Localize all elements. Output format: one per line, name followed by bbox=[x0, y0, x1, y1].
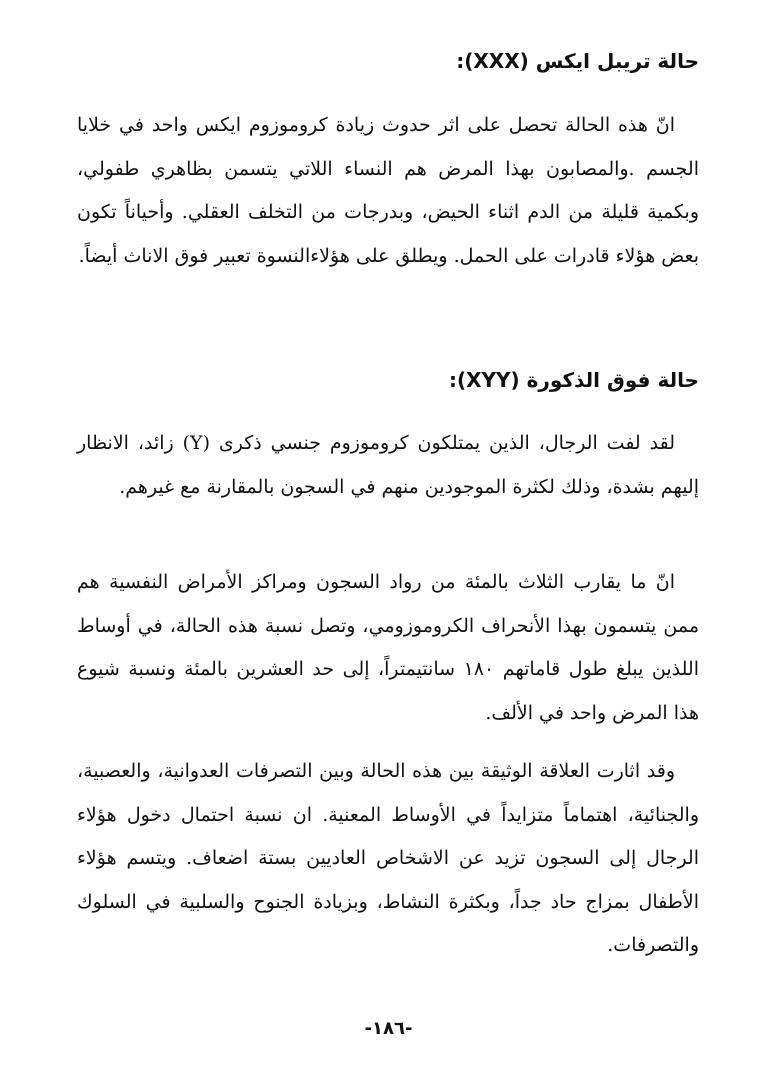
paragraph-xyy-prevalence bbox=[77, 561, 699, 735]
paragraph-xxx bbox=[77, 104, 699, 278]
paragraph-xxx-text: انّ هذه الحالة تحصل على اثر حدوث زيادة كروموزوم ايكس واحد في خلايا الجسم .والمصابون بهذا المرض هم النساء اللاتي يتسمن بظاهري طفولي، وبكمية قليلة من الدم اثناء الحيض، وبدرجات من التخلف العقلي. وأحياناً تكون بعض هؤلاء قادرات على الحمل. ويطلق على هؤلاءالنسوة تعبير فوق الاناث أيضاً. bbox=[77, 114, 699, 267]
paragraph-xyy-intro-text: لقد لفت الرجال، الذين يمتلكون كروموزوم جنسي ذكرى (Y) زائد، الانظار إليهم بشدة، وذلك لكثرة الموجودين منهم في السجون بالمقارنة مع غيرهم. bbox=[77, 432, 699, 498]
section-heading-xxx: حالة تريبل ايكس (XXX): bbox=[456, 49, 699, 73]
page-number: -١٨٦- bbox=[364, 1018, 413, 1039]
paragraph-xyy-behavior bbox=[77, 750, 699, 968]
paragraph-xyy-intro bbox=[77, 422, 699, 509]
section-heading-xyy: حالة فوق الذكورة (XYY): bbox=[448, 368, 699, 392]
paragraph-xyy-behavior-text: وقد اثارت العلاقة الوثيقة بين هذه الحالة وبين التصرفات العدوانية، والعصبية، والجنائية، اهتماماً متزايداً في الأوساط المعنية. ان نسبة احتمال دخول هؤلاء الرجال إلى السجون تزيد عن الاشخاص العاديين بستة اضعاف. ويتسم هؤلاء الأطفال بمزاج حاد جداً، وبكثرة النشاط، وبزيادة الجنوح والسلبية في السلوك والتصرفات. bbox=[77, 760, 699, 957]
paragraph-xyy-prevalence-text: انّ ما يقارب الثلاث بالمئة من رواد السجون ومراكز الأمراض النفسية هم ممن يتسمون بهذا الأنحراف الكروموزومي، وتصل نسبة هذه الحالة، في أوساط اللذين يبلغ طول قاماتهم ١٨٠ سانتيمتراً، إلى حد العشرين بالمئة ونسبة شيوع هذا المرض واحد في الألف. bbox=[77, 571, 700, 724]
